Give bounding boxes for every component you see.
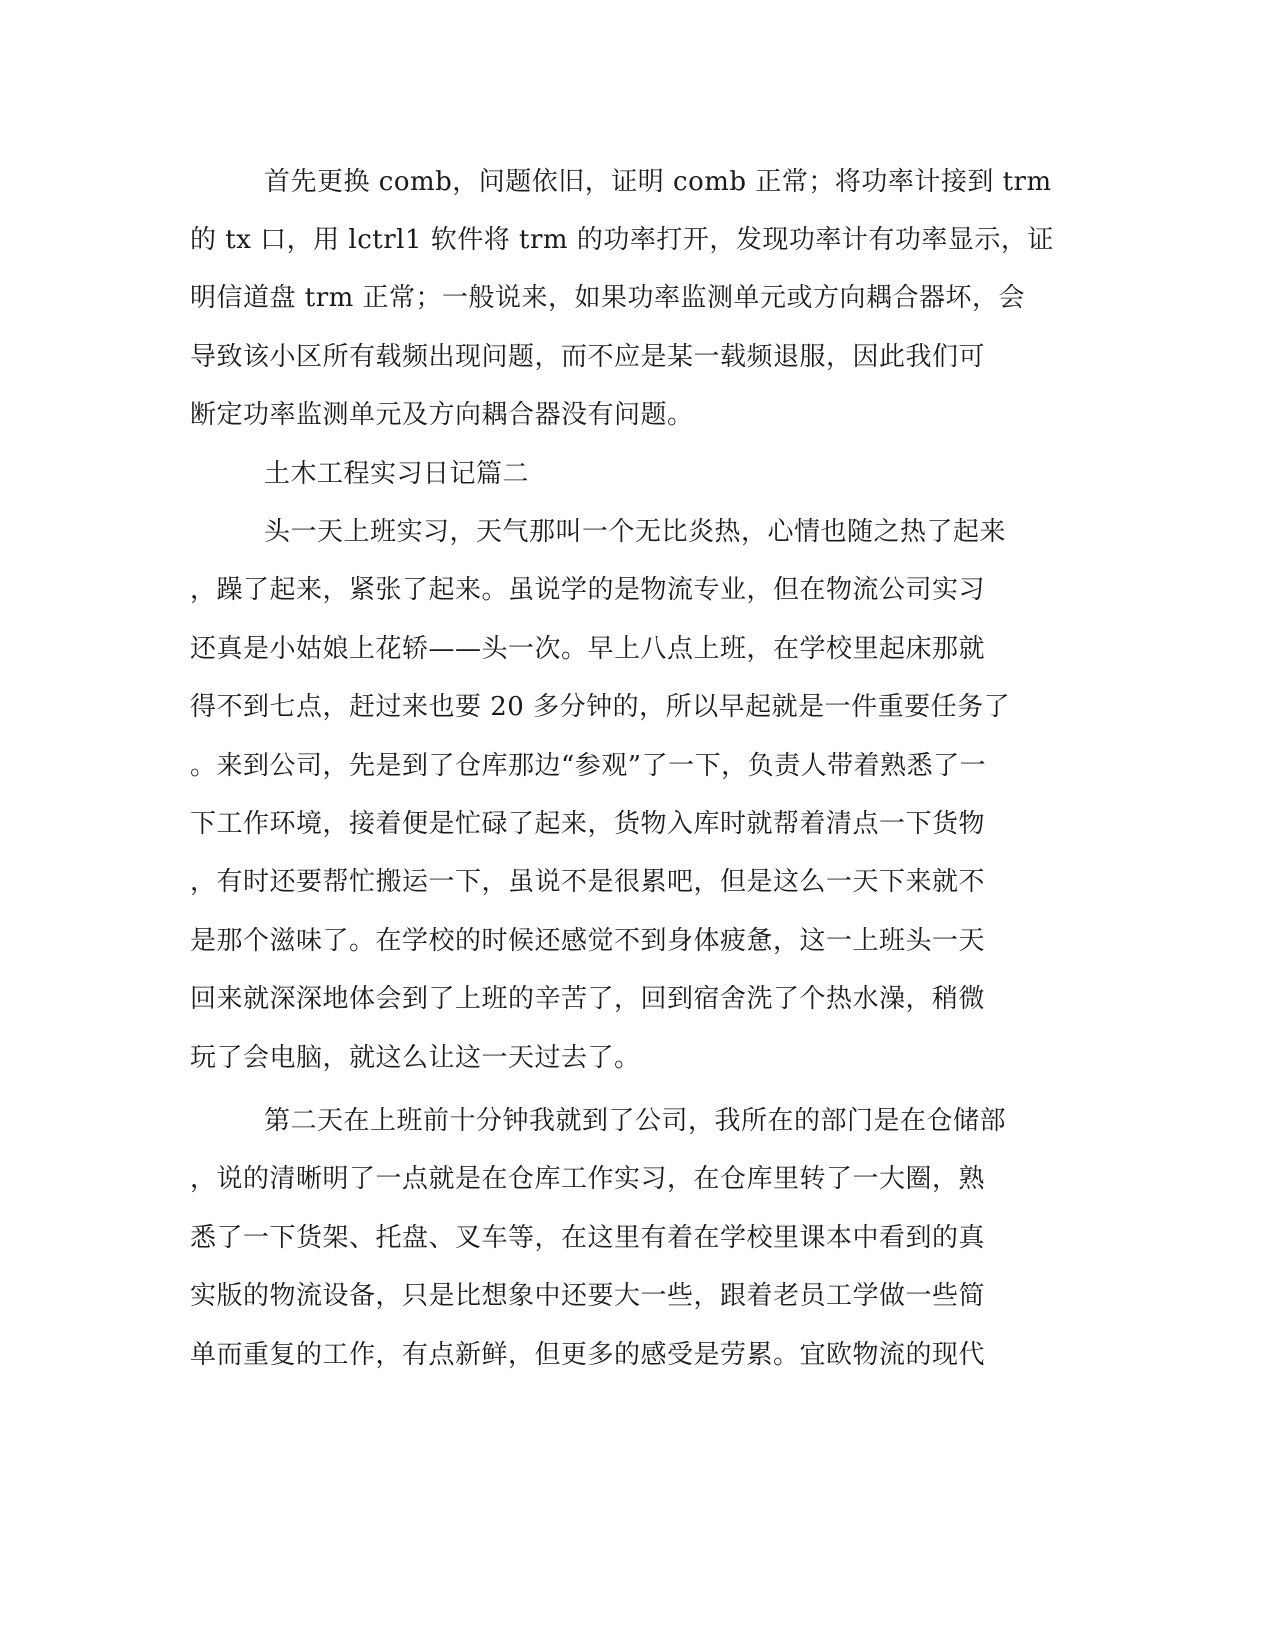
text-line: 导致该小区所有载频出现问题，而不应是某一载频退服，因此我们可 (190, 342, 986, 372)
section-heading: 土木工程实习日记篇二 (264, 459, 530, 489)
text-line: 的 tx 口，用 lctrl1 软件将 trm 的功率打开，发现功率计有功率显示，证 (190, 225, 1054, 255)
text-line: 悉了一下货架、托盘、叉车等，在这里有着在学校里课本中看到的真 (190, 1223, 986, 1253)
text-line: 得不到七点，赶过来也要 20 多分钟的，所以早起就是一件重要任务了 (190, 692, 1011, 722)
text-line: 。来到公司，先是到了仓库那边“参观”了一下，负责人带着熟悉了一 (190, 751, 987, 781)
text-line: 明信道盘 trm 正常；一般说来，如果功率监测单元或方向耦合器坏，会 (190, 283, 1026, 313)
text-line: 头一天上班实习，天气那叫一个无比炎热，心情也随之热了起来 (264, 517, 1007, 547)
text-line: ，躁了起来，紧张了起来。虽说学的是物流专业，但在物流公司实习 (190, 575, 986, 605)
text-line: 第二天在上班前十分钟我就到了公司，我所在的部门是在仓储部 (264, 1106, 1007, 1136)
text-line: 是那个滋味了。在学校的时候还感觉不到身体疲惫，这一上班头一天 (190, 926, 986, 956)
text-line: ，说的清晰明了一点就是在仓库工作实习，在仓库里转了一大圈，熟 (190, 1164, 986, 1194)
text-line: 首先更换 comb，问题依旧，证明 comb 正常；将功率计接到 trm (264, 167, 1052, 197)
text-line: 还真是小姑娘上花轿——头一次。早上八点上班，在学校里起床那就 (190, 634, 986, 664)
text-line: 玩了会电脑，就这么让这一天过去了。 (190, 1043, 641, 1073)
text-line: 实版的物流设备，只是比想象中还要大一些，跟着老员工学做一些简 (190, 1281, 986, 1311)
text-line: 回来就深深地体会到了上班的辛苦了，回到宿舍洗了个热水澡，稍微 (190, 984, 986, 1014)
text-line: 下工作环境，接着便是忙碌了起来，货物入库时就帮着清点一下货物 (190, 809, 986, 839)
text-line: 单而重复的工作，有点新鲜，但更多的感受是劳累。宜欧物流的现代 (190, 1340, 986, 1370)
text-line: 断定功率监测单元及方向耦合器没有问题。 (190, 400, 694, 430)
text-line: ，有时还要帮忙搬运一下，虽说不是很累吧，但是这么一天下来就不 (190, 867, 986, 897)
